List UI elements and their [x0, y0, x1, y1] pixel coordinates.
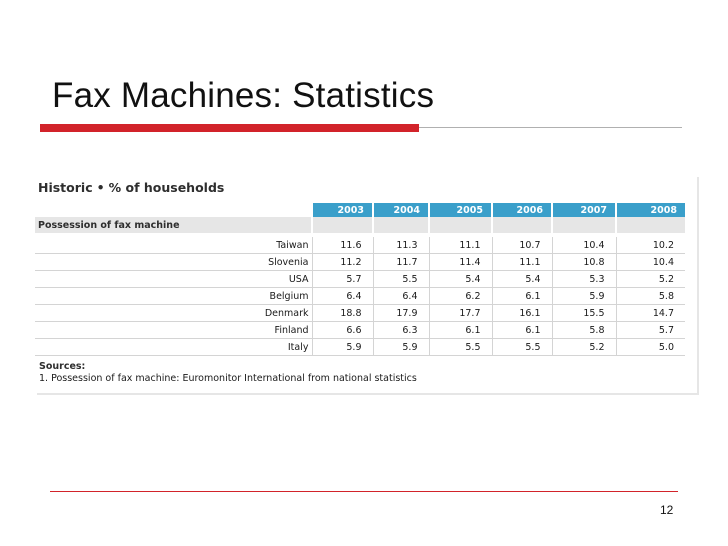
- value-cell: 11.7: [373, 254, 429, 271]
- country-name: Slovenia: [35, 254, 312, 271]
- value-cell: 5.3: [552, 271, 616, 288]
- value-cell: 5.4: [492, 271, 552, 288]
- heading-historic: Historic: [38, 180, 93, 195]
- section-label: Possession of fax machine: [35, 217, 312, 233]
- value-cell: 17.9: [373, 305, 429, 322]
- value-cell: 6.3: [373, 322, 429, 339]
- value-cell: 5.7: [616, 322, 685, 339]
- value-cell: 18.8: [312, 305, 373, 322]
- value-cell: 5.7: [312, 271, 373, 288]
- heading-bullet: •: [96, 180, 105, 195]
- statistics-panel: [35, 175, 697, 393]
- year-header-row: [35, 203, 685, 217]
- value-cell: 5.5: [373, 271, 429, 288]
- year-header: 2004: [373, 203, 429, 217]
- section-row: [35, 217, 685, 233]
- value-cell: 5.2: [616, 271, 685, 288]
- value-cell: 5.8: [552, 322, 616, 339]
- value-cell: 6.6: [312, 322, 373, 339]
- section-fill: [492, 217, 552, 233]
- value-cell: 11.4: [429, 254, 492, 271]
- table-row: [35, 322, 685, 339]
- heading-unit: % of households: [108, 180, 225, 195]
- value-cell: 5.5: [429, 339, 492, 356]
- value-cell: 5.2: [552, 339, 616, 356]
- year-header: 2005: [429, 203, 492, 217]
- header-blank-cell: [35, 203, 312, 217]
- value-cell: 10.7: [492, 237, 552, 254]
- country-name: Italy: [35, 339, 312, 356]
- value-cell: 6.1: [492, 288, 552, 305]
- year-header: 2006: [492, 203, 552, 217]
- country-name: Belgium: [35, 288, 312, 305]
- footer-divider-line: [50, 491, 678, 492]
- year-header: 2007: [552, 203, 616, 217]
- value-cell: 11.1: [429, 237, 492, 254]
- value-cell: 10.2: [616, 237, 685, 254]
- value-cell: 6.1: [429, 322, 492, 339]
- value-cell: 6.4: [373, 288, 429, 305]
- title-accent-bar: [40, 124, 419, 132]
- value-cell: 15.5: [552, 305, 616, 322]
- country-name: USA: [35, 271, 312, 288]
- value-cell: 6.1: [492, 322, 552, 339]
- value-cell: 5.5: [492, 339, 552, 356]
- country-name: Taiwan: [35, 237, 312, 254]
- year-header: 2008: [616, 203, 685, 217]
- value-cell: 11.1: [492, 254, 552, 271]
- year-header: 2003: [312, 203, 373, 217]
- country-name: Denmark: [35, 305, 312, 322]
- page-number: 12: [660, 503, 674, 517]
- value-cell: 10.4: [552, 237, 616, 254]
- table-row: [35, 339, 685, 356]
- table-row: [35, 288, 685, 305]
- section-fill: [616, 217, 685, 233]
- value-cell: 5.8: [616, 288, 685, 305]
- value-cell: 10.8: [552, 254, 616, 271]
- title-divider-line: [419, 127, 682, 128]
- section-fill: [312, 217, 373, 233]
- value-cell: 10.4: [616, 254, 685, 271]
- section-fill: [373, 217, 429, 233]
- value-cell: 5.4: [429, 271, 492, 288]
- table-row: [35, 237, 685, 254]
- value-cell: 6.4: [312, 288, 373, 305]
- value-cell: 17.7: [429, 305, 492, 322]
- value-cell: 5.0: [616, 339, 685, 356]
- section-fill: [552, 217, 616, 233]
- sources-label: Sources:: [39, 361, 86, 372]
- value-cell: 11.6: [312, 237, 373, 254]
- value-cell: 14.7: [616, 305, 685, 322]
- slide-title: Fax Machines: Statistics: [52, 76, 435, 115]
- value-cell: 11.3: [373, 237, 429, 254]
- value-cell: 11.2: [312, 254, 373, 271]
- table-row: [35, 305, 685, 322]
- value-cell: 6.2: [429, 288, 492, 305]
- sources-item: 1. Possession of fax machine: Euromonitor International from national statistics: [39, 373, 417, 384]
- table-row: [35, 254, 685, 271]
- value-cell: 5.9: [373, 339, 429, 356]
- table-heading: [38, 180, 224, 195]
- section-fill: [429, 217, 492, 233]
- table-row: [35, 271, 685, 288]
- fax-statistics-table: [35, 203, 685, 356]
- value-cell: 5.9: [312, 339, 373, 356]
- value-cell: 16.1: [492, 305, 552, 322]
- value-cell: 5.9: [552, 288, 616, 305]
- country-name: Finland: [35, 322, 312, 339]
